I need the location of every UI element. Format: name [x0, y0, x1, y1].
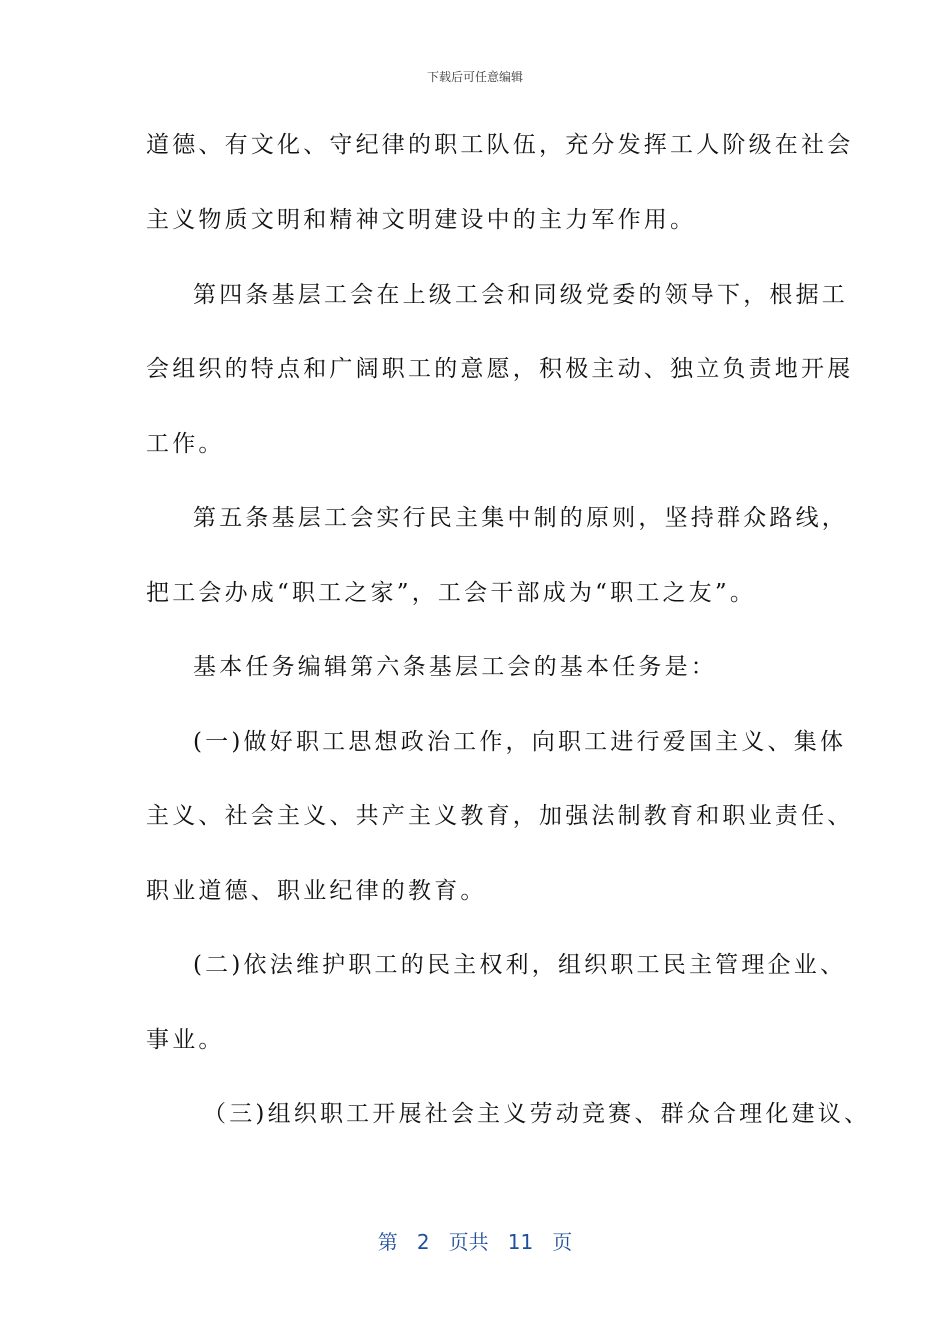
body-line: 职业道德、职业纪律的教育。	[146, 878, 487, 904]
body-line: (二)依法维护职工的民主权利，组织职工民主管理企业、	[193, 952, 847, 978]
footer-total-pages: 11	[507, 1230, 534, 1254]
body-line: 把工会办成“职工之家”，工会干部成为“职工之友”。	[146, 580, 757, 606]
body-line: 主义、社会主义、共产主义教育，加强法制教育和职业责任、	[146, 803, 854, 829]
page-header: 下载后可任意编辑	[426, 70, 523, 84]
body-line: 主义物质文明和精神文明建设中的主力军作用。	[146, 207, 697, 233]
footer-prefix: 第	[377, 1230, 398, 1254]
body-line: (一)做好职工思想政治工作，向职工进行爱国主义、集体	[193, 729, 847, 755]
body-line: 第五条基层工会实行民主集中制的原则，坚持群众路线，	[193, 505, 848, 531]
body-line: 第四条基层工会在上级工会和同级党委的领导下，根据工	[193, 282, 848, 308]
body-line: 基本任务编辑第六条基层工会的基本任务是：	[193, 654, 717, 680]
body-line: 工作。	[146, 431, 225, 457]
footer-suffix: 页	[552, 1230, 573, 1254]
body-line: （三)组织职工开展社会主义劳动竞赛、群众合理化建议、	[203, 1101, 871, 1127]
body-line: 事业。	[146, 1027, 225, 1053]
footer-page-number: 2	[416, 1230, 430, 1254]
page-footer	[0, 1226, 950, 1255]
footer-middle: 页共	[448, 1230, 489, 1254]
body-line: 道德、有文化、守纪律的职工队伍，充分发挥工人阶级在社会	[146, 132, 854, 158]
body-line: 会组织的特点和广阔职工的意愿，积极主动、独立负责地开展	[146, 356, 854, 382]
